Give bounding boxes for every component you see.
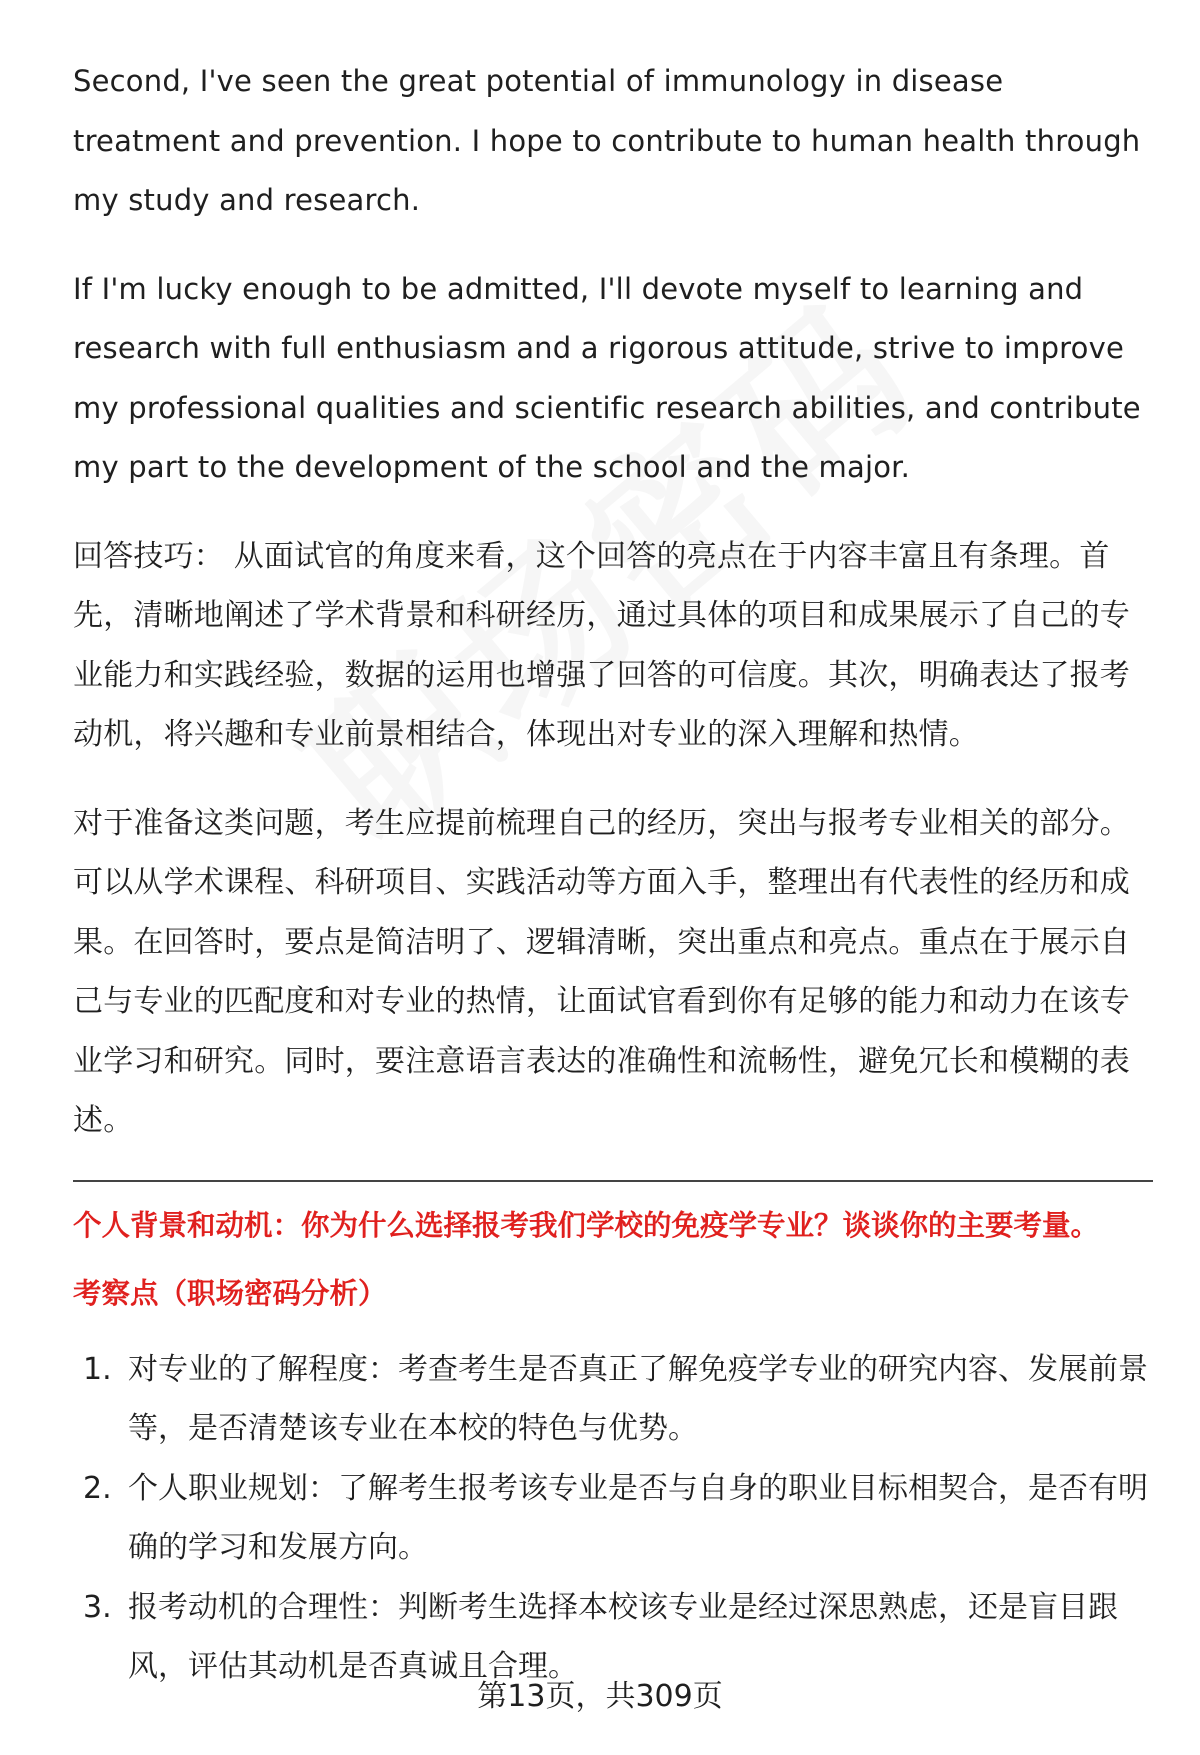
document-page bbox=[73, 52, 1153, 1697]
question-heading: 个人背景和动机：你为什么选择报考我们学校的免疫学专业？谈谈你的主要考量。 bbox=[73, 1208, 1100, 1242]
list-item-text: 个人职业规划：了解考生报考该专业是否与自身的职业目标相契合，是否有明确的学习和发展方向。 bbox=[128, 1470, 1148, 1565]
paragraph-en-1: Second, I've seen the great potential of immunology in disease treatment and prevention. I hope to contribute to human health through my study and research. bbox=[73, 64, 1141, 217]
evaluation-points-list bbox=[73, 1340, 1153, 1697]
list-number: 1. bbox=[83, 1351, 112, 1387]
section-divider bbox=[73, 1180, 1153, 1182]
preparation-advice-paragraph: 对于准备这类问题，考生应提前梳理自己的经历，突出与报考专业相关的部分。可以从学术课程、科研项目、实践活动等方面入手，整理出有代表性的经历和成果。在回答时，要点是简洁明了、逻辑清晰，突出重点和亮点。重点在于展示自己与专业的匹配度和对专业的热情，让面试官看到你有足够的能力和动力在该专业学习和研究。同时，要注意语言表达的准确性和流畅性，避免冗长和模糊的表述。 bbox=[73, 805, 1130, 1138]
paragraph-en-2: If I'm lucky enough to be admitted, I'll devote myself to learning and research with full enthusiasm and a rigorous attitude, strive to improve my professional qualities and scientific research abilities, and contribute my part to the development of the school and the major. bbox=[73, 271, 1141, 484]
page-number-footer: 第13页，共309页 bbox=[477, 1679, 723, 1714]
list-number: 2. bbox=[83, 1470, 112, 1506]
list-item-text: 对专业的了解程度：考查考生是否真正了解免疫学专业的研究内容、发展前景等，是否清楚该专业在本校的特色与优势。 bbox=[128, 1351, 1148, 1446]
answer-tips-paragraph: 回答技巧： 从面试官的角度来看，这个回答的亮点在于内容丰富且有条理。首先，清晰地阐述了学术背景和科研经历，通过具体的项目和成果展示了自己的专业能力和实践经验，数据的运用也增强了回答的可信度。其次，明确表达了报考动机，将兴趣和专业前景相结合，体现出对专业的深入理解和热情。 bbox=[73, 538, 1130, 752]
list-item-text: 报考动机的合理性：判断考生选择本校该专业是经过深思熟虑，还是盲目跟风，评估其动机是否真诚且合理。 bbox=[128, 1589, 1118, 1684]
list-number: 3. bbox=[83, 1589, 112, 1625]
list-item bbox=[73, 1340, 1153, 1459]
list-item bbox=[73, 1459, 1153, 1578]
section-title: 考察点（职场密码分析） bbox=[73, 1276, 387, 1310]
